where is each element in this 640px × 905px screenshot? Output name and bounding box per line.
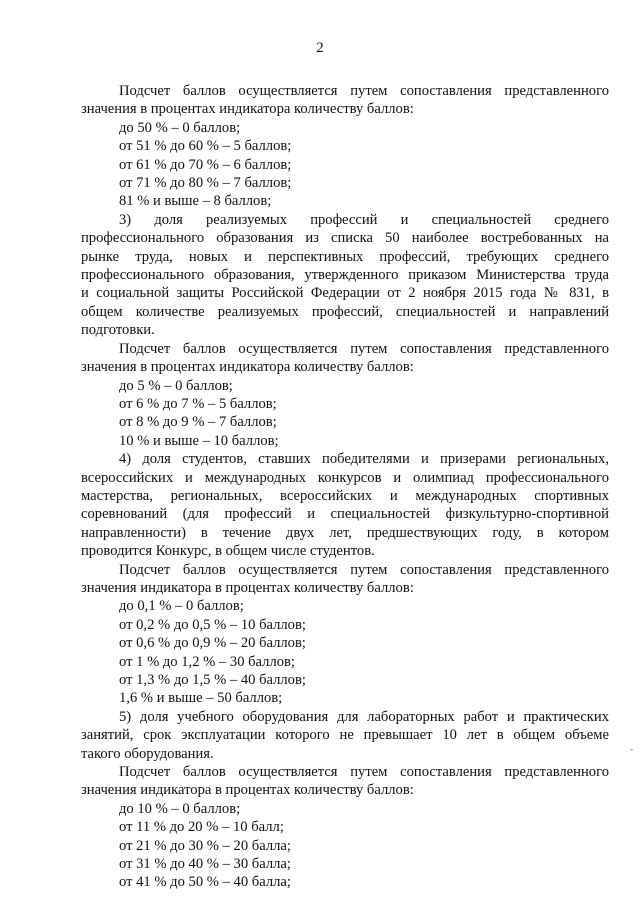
text-line: 5) доля учебного оборудования для лабораторных работ и практических <box>119 708 609 725</box>
text-line: подготовки. <box>81 322 155 339</box>
text-line: 81 % и выше – 8 баллов; <box>119 193 272 210</box>
text-line: от 71 % до 80 % – 7 баллов; <box>119 175 292 192</box>
text-line: от 51 % до 60 % – 5 баллов; <box>119 138 292 155</box>
text-line: от 21 % до 30 % – 20 балла; <box>119 837 291 854</box>
margin-mark: - <box>630 744 633 754</box>
document-body <box>81 82 609 892</box>
text-line: рынке труда, новых и перспективных профессий, требующих среднего <box>81 248 609 265</box>
text-line: направленности) в течение двух лет, предшествующих году, в котором <box>81 524 609 541</box>
text-line: от 61 % до 70 % – 6 баллов; <box>119 156 292 173</box>
text-line: всероссийских и международных конкурсов и олимпиад профессионального <box>81 469 609 486</box>
text-line: от 31 % до 40 % – 30 балла; <box>119 856 291 873</box>
text-line: от 0,2 % до 0,5 % – 10 баллов; <box>119 616 306 633</box>
text-line: и социальной защиты Российской Федерации от 2 ноября 2015 года № 831, в <box>81 285 609 302</box>
text-line: Подсчет баллов осуществляется путем сопоставления представленного <box>119 764 609 781</box>
text-line: от 41 % до 50 % – 40 балла; <box>119 874 291 891</box>
text-line: Подсчет баллов осуществляется путем сопоставления представленного <box>119 340 609 357</box>
text-line: от 8 % до 9 % – 7 баллов; <box>119 414 277 431</box>
text-line: профессионального образования из списка 50 наиболее востребованных на <box>81 230 609 247</box>
text-line: от 1 % до 1,2 % – 30 баллов; <box>119 653 295 670</box>
text-line: Подсчет баллов осуществляется путем сопоставления представленного <box>119 561 609 578</box>
text-line: от 0,6 % до 0,9 % – 20 баллов; <box>119 635 306 652</box>
text-line: от 1,3 % до 1,5 % – 40 баллов; <box>119 672 306 688</box>
text-line: до 50 % – 0 баллов; <box>119 119 241 136</box>
text-line: от 11 % до 20 % – 10 балл; <box>119 819 284 836</box>
page-number: 2 <box>316 40 324 56</box>
text-line: значения в процентах индикатора количеству баллов: <box>81 359 414 376</box>
text-line: Подсчет баллов осуществляется путем сопоставления представленного <box>119 83 609 99</box>
text-line: соревнований (для профессий и специальностей физкультурно-спортивной <box>81 506 609 523</box>
text-line: мастерства, региональных, всероссийских и международных спортивных <box>81 487 609 504</box>
text-line: значения индикатора в процентах количеству баллов: <box>81 782 414 799</box>
text-line: от 6 % до 7 % – 5 баллов; <box>119 395 277 412</box>
text-line: 1,6 % и выше – 50 баллов; <box>119 690 283 707</box>
text-line: проводится Конкурс, в общем числе студентов. <box>81 543 375 560</box>
text-line: профессионального образования, утвержденного приказом Министерства труда <box>81 267 609 284</box>
text-line: такого оборудования. <box>81 745 214 762</box>
text-line: до 5 % – 0 баллов; <box>119 377 233 394</box>
text-line: до 10 % – 0 баллов; <box>119 800 241 817</box>
text-line: до 0,1 % – 0 баллов; <box>119 598 244 615</box>
text-line: общем количестве реализуемых профессий, специальностей и направлений <box>81 303 609 320</box>
text-line: 3) доля реализуемых профессий и специальностей среднего <box>119 211 609 228</box>
text-line: занятий, срок эксплуатации которого не превышает 10 лет в общем объеме <box>81 727 609 744</box>
text-line: значения индикатора в процентах количеству баллов: <box>81 579 414 596</box>
text-line: 4) доля студентов, ставших победителями и призерами региональных, <box>119 451 609 468</box>
text-line: 10 % и выше – 10 баллов; <box>119 432 279 449</box>
text-line: значения в процентах индикатора количеству баллов: <box>81 101 414 118</box>
